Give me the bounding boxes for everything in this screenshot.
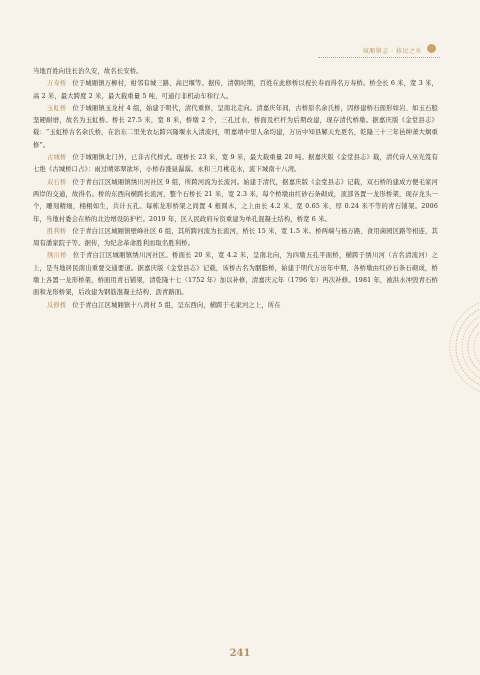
header-dot-ornament: [427, 44, 436, 53]
bridge-name: 万寿桥: [47, 80, 67, 88]
bridge-entry: [33, 226, 438, 251]
bridge-description: 位于城厢镇玉龙村 4 组，始建于明代，清代重修，呈南北走向。清嘉庆年间，古桥原名余氏桥，因修建桥石面形如岩、如玉石般坚硬耐磨，故名为玉虹桥。桥长 27.5 米，宽 8 米，桥墩 2 个，三孔过水，桥面及栏杆为后期改建，现存清代桥墩。据嘉庆版《金堂县志》载：“玉虹桥古名余氏桥，在治东二里先农坛跨兴隆堰水入清流河，明嘉靖中里人余均建，万历中知县解天允更名，乾隆三十三年邑绅萧大炯重修”。: [33, 104, 438, 149]
bridge-description: 位于青白江区城厢镇十八湾村 5 组，呈东西向，横跨于毛家河之上，所在: [72, 301, 281, 309]
bridge-entry: [33, 250, 438, 299]
bridge-description: 位于青白江区城厢镇绣川河社区 9 组，所跨河流为长流河。始建于清代，据嘉庆版《金堂县志》记载，双石桥的建成方便毛家河两岸的交通，故得名。桥的东西向横跨长流河，整个石桥长 21 米，宽 2.3 米，每个桥墩由红砂石条砌成，顶部各置一龙形桥架，现存龙头一个，雕刻精细，栩栩如生，共计五孔。每栋龙形桥架之间置 4 根圆木，之上由长 4.2 米、宽 0.65 米、厚 0.24 米不等的青石铺架。2006 年，当地村委会在桥的北边增设防护栏。2019 年，区人民政府斥资重建为单孔混凝土结构，桥宽 6 米。: [33, 178, 438, 223]
bridge-name: 玉虹桥: [47, 104, 67, 112]
bridge-entry: [33, 78, 438, 103]
margin-ring-ornament: [446, 292, 480, 402]
bridge-description: 位于城厢镇北门外，已非古代样式。现桥长 23 米，宽 9 米，最大载重量 20 吨。据嘉庆版《金堂县志》载，清代诗人巫光笈有七绝《古城桥口占》：雨过晴郊翠欲坏，小桥春涨昼潺潺。永和三月桃花水，流下城南十八湾。: [33, 154, 439, 174]
bridge-name: 反修桥: [47, 301, 67, 309]
bridge-description: 位于青白江区城厢镇绣川河社区。桥面长 20 米，宽 4.2 米，呈南北向，为四墩五孔平面桥，横跨于绣川河（古名清流河）之上，是当地居民南出重要交通要道。据嘉庆版《金堂县志》记载，该桥古名为胭脂桥，始建于明代万历年中期，各桥墩由红砂石条石砌成，桥墩上各置一龙形桥架，桥面用青石铺架，清乾隆十七（1752 年）加以补修，清嘉庆元年（1796 年）再次补修。1981 年，被洪水冲毁青石桥面和龙形桥架，后改建为钢筋混凝土结构、沥青路面。: [33, 252, 438, 297]
bridge-description: 位于青白江区城厢镇壁峰社区 6 组，其所跨河流为长流河，桥长 15 米，宽 1.5 米。桥两端与杨万路、食用菌园区路等相连，其周有潘家院子等。据传，为纪念革命胜利而取名胜利桥。: [33, 227, 439, 248]
page-header: [0, 0, 480, 64]
bridge-description: 位于城厢镇万柳村，柑邻有城三路、高巴堰等。据传，清朝时期，百姓在此修桥以祝长寿而得名万寿桥。桥全长 6 米，宽 3 米，高 2 米，最大跨度 2 米，最大载重量 5 吨，可通行非机动车和行人。: [33, 80, 438, 100]
bridge-name: 古城桥: [47, 154, 67, 162]
bridge-name: 胜利桥: [47, 227, 67, 235]
body-text: [33, 66, 438, 312]
bridge-name: 双石桥: [47, 178, 67, 186]
header-dotted-rule: [318, 57, 440, 58]
paragraph: [33, 66, 438, 78]
bridge-entry: [33, 177, 438, 226]
bridge-name: 绣川桥: [47, 252, 67, 260]
paragraph-text: 当地百姓向往长治久安，故名长安桥。: [33, 68, 143, 75]
bridge-entry: [33, 152, 438, 177]
bridge-entry: [33, 300, 438, 312]
page-number: 241: [229, 648, 251, 659]
header-title: 城厢镇志 · 移民之乡: [362, 48, 422, 55]
bridge-entry: [33, 103, 438, 152]
